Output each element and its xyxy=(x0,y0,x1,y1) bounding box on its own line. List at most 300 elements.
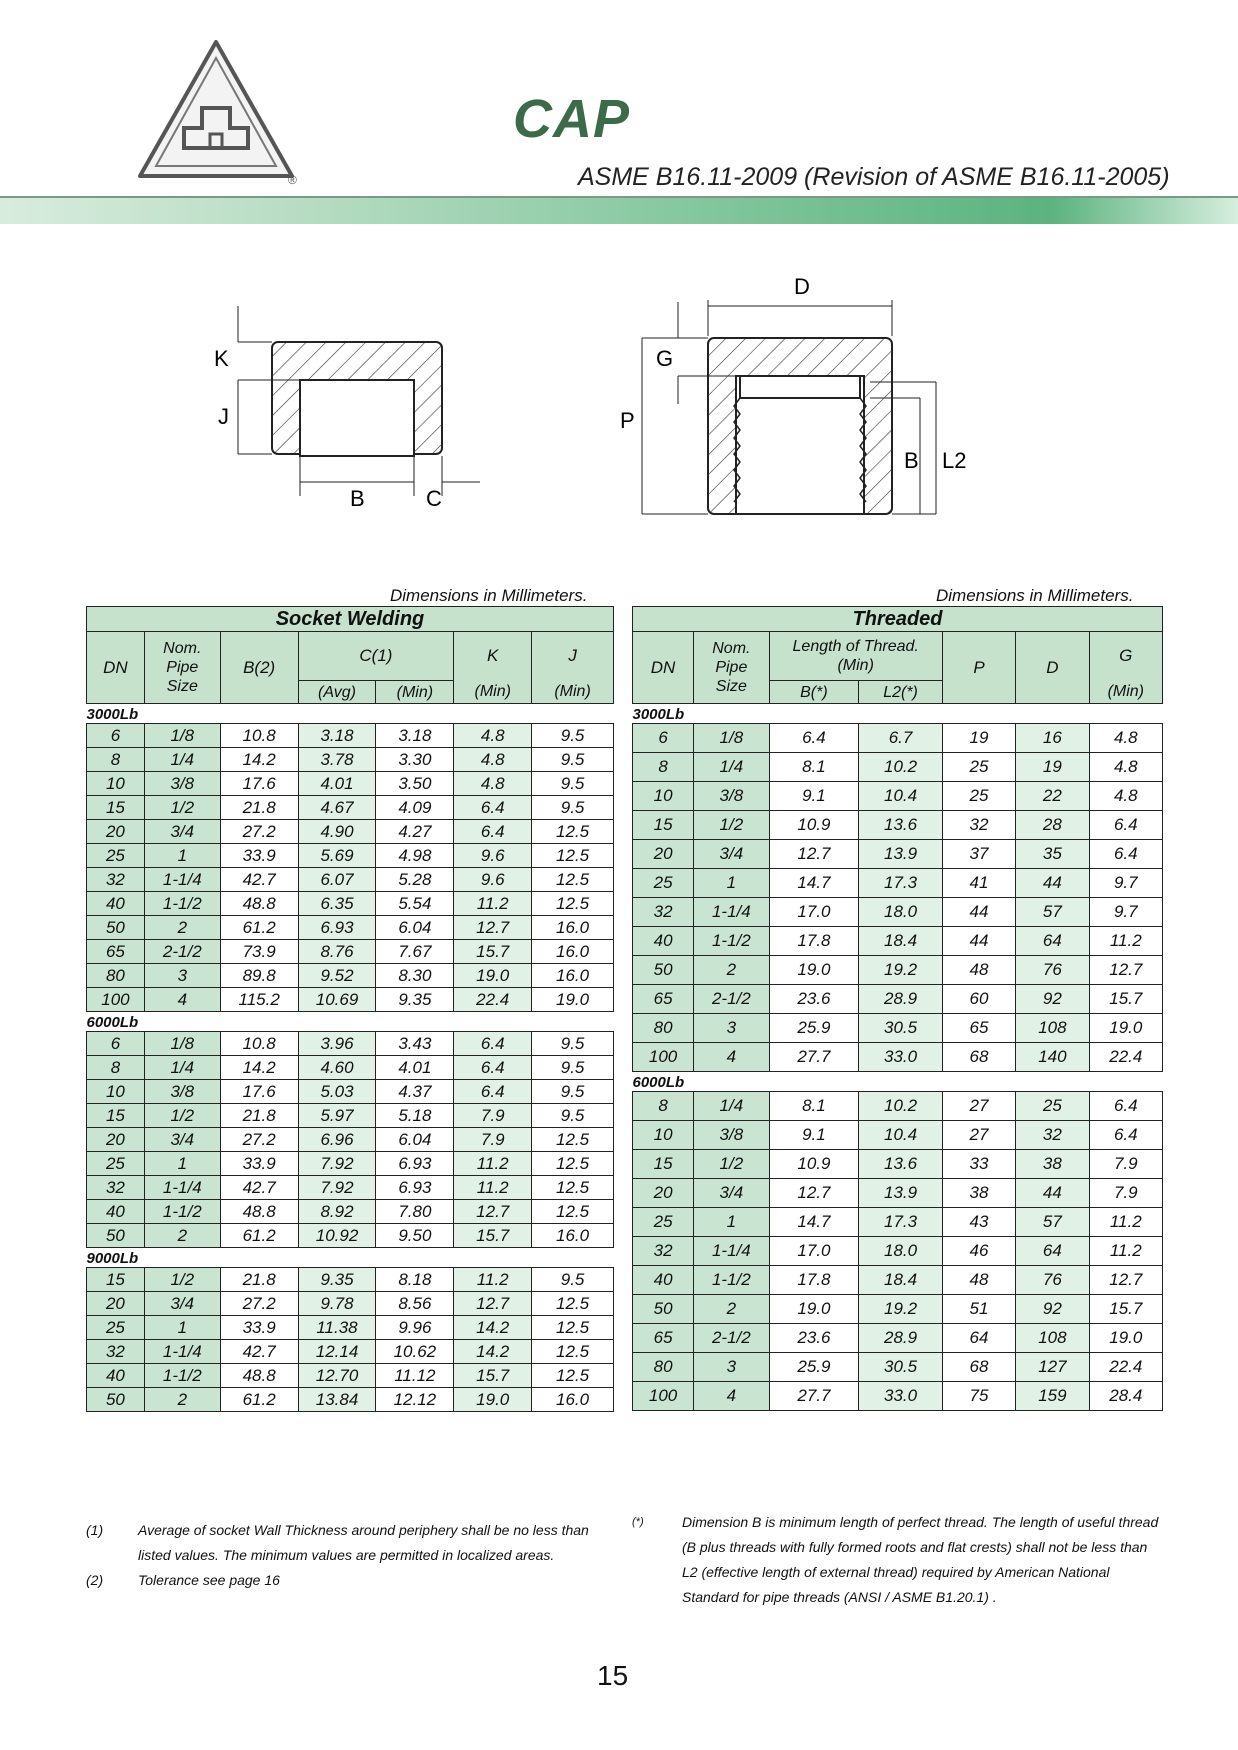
col-length-min: (Min) xyxy=(837,657,874,674)
table-cell: 9.5 xyxy=(532,1032,614,1056)
table-cell: 1/2 xyxy=(144,796,220,820)
table-row xyxy=(633,1121,1163,1150)
table-cell: 3.50 xyxy=(376,772,454,796)
table-cell: 16.0 xyxy=(532,940,614,964)
label-k: K xyxy=(214,346,229,371)
threaded-table xyxy=(632,606,1163,1411)
table-cell: 7.9 xyxy=(1089,1179,1162,1208)
table-cell: 92 xyxy=(1016,985,1089,1014)
note-1 xyxy=(86,1518,606,1568)
table-cell: 6.4 xyxy=(454,820,532,844)
table-cell: 6.04 xyxy=(376,1128,454,1152)
table-cell: 1 xyxy=(694,869,769,898)
table-cell: 10.2 xyxy=(859,753,943,782)
table-cell: 12.7 xyxy=(1089,1266,1162,1295)
table-cell: 27.2 xyxy=(220,1128,298,1152)
table-row xyxy=(87,1152,614,1176)
table-cell: 12.5 xyxy=(532,1152,614,1176)
table-cell: 17.8 xyxy=(769,1266,859,1295)
table-row xyxy=(87,1200,614,1224)
table-cell: 100 xyxy=(633,1382,694,1411)
table-cell: 17.8 xyxy=(769,927,859,956)
table-cell: 1-1/2 xyxy=(144,892,220,916)
table-cell: 22.4 xyxy=(454,988,532,1012)
table-cell: 10 xyxy=(87,1080,145,1104)
table-cell: 12.7 xyxy=(769,840,859,869)
table-cell: 140 xyxy=(1016,1043,1089,1072)
table-cell: 12.5 xyxy=(532,1316,614,1340)
label-j: J xyxy=(218,404,229,429)
table-cell: 73.9 xyxy=(220,940,298,964)
table-cell: 37 xyxy=(942,840,1015,869)
col-j-min: (Min) xyxy=(532,681,614,704)
table-cell: 27.2 xyxy=(220,1292,298,1316)
table-cell: 1-1/2 xyxy=(144,1364,220,1388)
table-cell: 40 xyxy=(87,1200,145,1224)
table-cell: 2 xyxy=(694,956,769,985)
table-row xyxy=(87,868,614,892)
table-cell: 33.9 xyxy=(220,1152,298,1176)
table-cell: 33.9 xyxy=(220,1316,298,1340)
table-cell: 33 xyxy=(942,1150,1015,1179)
col-g: G xyxy=(1089,632,1162,681)
col-k-min: (Min) xyxy=(454,681,532,704)
table-cell: 27 xyxy=(942,1092,1015,1121)
table-cell: 1/4 xyxy=(694,753,769,782)
table-cell: 5.54 xyxy=(376,892,454,916)
table-cell: 4.8 xyxy=(454,724,532,748)
table-cell: 35 xyxy=(1016,840,1089,869)
table-cell: 1/4 xyxy=(694,1092,769,1121)
table-cell: 12.14 xyxy=(298,1340,376,1364)
table-cell: 12.5 xyxy=(532,844,614,868)
table-cell: 20 xyxy=(87,820,145,844)
table-cell: 65 xyxy=(633,1324,694,1353)
table-row xyxy=(633,840,1163,869)
table-cell: 42.7 xyxy=(220,1176,298,1200)
table-cell: 9.5 xyxy=(532,796,614,820)
table-cell: 19.2 xyxy=(859,1295,943,1324)
table-cell: 1/2 xyxy=(144,1268,220,1292)
page-subtitle: ASME B16.11-2009 (Revision of ASME B16.11-2005) xyxy=(578,163,1170,191)
socket-weld-drawing xyxy=(238,306,480,496)
header-band xyxy=(0,198,1238,224)
table-cell: 12.5 xyxy=(532,1364,614,1388)
col-nps xyxy=(694,632,769,704)
table-row xyxy=(87,1364,614,1388)
table-cell: 18.4 xyxy=(859,1266,943,1295)
col-nps-line3: Size xyxy=(715,678,747,695)
table-row xyxy=(633,1266,1163,1295)
table-cell: 6.96 xyxy=(298,1128,376,1152)
table-cell: 9.96 xyxy=(376,1316,454,1340)
table-cell: 11.2 xyxy=(1089,927,1162,956)
table-cell: 40 xyxy=(633,927,694,956)
table-cell: 61.2 xyxy=(220,1224,298,1248)
table-cell: 13.6 xyxy=(859,811,943,840)
table-cell: 48 xyxy=(942,1266,1015,1295)
table-cell: 7.67 xyxy=(376,940,454,964)
section-label: 3000Lb xyxy=(633,704,1163,724)
table-cell: 9.5 xyxy=(532,1104,614,1128)
table-cell: 3.18 xyxy=(376,724,454,748)
table-cell: 1 xyxy=(694,1208,769,1237)
table-cell: 10.8 xyxy=(220,724,298,748)
table-cell: 8.18 xyxy=(376,1268,454,1292)
table-cell: 16.0 xyxy=(532,1388,614,1412)
table-cell: 44 xyxy=(942,927,1015,956)
table-cell: 6.93 xyxy=(376,1152,454,1176)
col-g-min: (Min) xyxy=(1089,681,1162,704)
table-cell: 19.2 xyxy=(859,956,943,985)
table-row xyxy=(633,869,1163,898)
table-row xyxy=(633,782,1163,811)
table-cell: 92 xyxy=(1016,1295,1089,1324)
table-row xyxy=(633,724,1163,753)
table-cell: 25 xyxy=(1016,1092,1089,1121)
table-cell: 5.69 xyxy=(298,844,376,868)
note-mark: (1) xyxy=(86,1522,104,1538)
table-cell: 4.37 xyxy=(376,1080,454,1104)
table-cell: 5.97 xyxy=(298,1104,376,1128)
table-cell: 4.8 xyxy=(1089,753,1162,782)
table-cell: 1/2 xyxy=(144,1104,220,1128)
table-cell: 22.4 xyxy=(1089,1353,1162,1382)
table-cell: 1 xyxy=(144,1152,220,1176)
table-cell: 100 xyxy=(633,1043,694,1072)
table-cell: 4.67 xyxy=(298,796,376,820)
table-row xyxy=(633,811,1163,840)
table-cell: 32 xyxy=(87,1340,145,1364)
table-cell: 9.5 xyxy=(532,1268,614,1292)
table-cell: 1/8 xyxy=(694,724,769,753)
table-cell: 1 xyxy=(144,1316,220,1340)
table-cell: 3 xyxy=(694,1014,769,1043)
table-cell: 4.27 xyxy=(376,820,454,844)
table-row xyxy=(633,1043,1163,1072)
table-cell: 1/4 xyxy=(144,1056,220,1080)
table-cell: 9.5 xyxy=(532,1080,614,1104)
table-cell: 20 xyxy=(633,840,694,869)
table-cell: 108 xyxy=(1016,1014,1089,1043)
table-cell: 22.4 xyxy=(1089,1043,1162,1072)
registered-mark: ® xyxy=(288,173,297,186)
table-cell: 28 xyxy=(1016,811,1089,840)
col-j: J xyxy=(532,632,614,681)
table-cell: 76 xyxy=(1016,956,1089,985)
table-cell: 9.35 xyxy=(298,1268,376,1292)
table-cell: 13.84 xyxy=(298,1388,376,1412)
table-cell: 17.3 xyxy=(859,869,943,898)
table-row xyxy=(87,988,614,1012)
label-g: G xyxy=(656,346,674,371)
table-row xyxy=(633,1324,1163,1353)
table-cell: 12.7 xyxy=(454,916,532,940)
table-cell: 50 xyxy=(87,1224,145,1248)
page-title: CAP xyxy=(513,89,631,149)
table-cell: 80 xyxy=(633,1014,694,1043)
table-cell: 40 xyxy=(87,1364,145,1388)
note-text: Tolerance see page 16 xyxy=(138,1572,280,1588)
table-cell: 1/2 xyxy=(694,811,769,840)
table-row xyxy=(87,964,614,988)
table-cell: 9.5 xyxy=(532,724,614,748)
table-cell: 25 xyxy=(87,1316,145,1340)
table-cell: 27.7 xyxy=(769,1382,859,1411)
table-cell: 7.92 xyxy=(298,1176,376,1200)
table-cell: 4 xyxy=(694,1382,769,1411)
table-cell: 57 xyxy=(1016,898,1089,927)
company-logo xyxy=(132,36,300,186)
table-cell: 18.0 xyxy=(859,1237,943,1266)
table-cell: 1-1/2 xyxy=(694,1266,769,1295)
col-nps-line3: Size xyxy=(166,678,198,695)
table-row xyxy=(87,1388,614,1412)
table-row xyxy=(633,1353,1163,1382)
table-cell: 10 xyxy=(633,782,694,811)
table-cell: 44 xyxy=(942,898,1015,927)
table-cell: 4.98 xyxy=(376,844,454,868)
note-text: Dimension B is minimum length of perfect thread. The length of useful thread (B plus threads with fully formed roots and flat crests) shall not be less than L2 (effective length of external thread) required by American National Standard for pipe threads (ANSI / ASME B1.20.1) . xyxy=(682,1514,1159,1605)
label-l2: L2 xyxy=(942,448,967,473)
table-cell: 44 xyxy=(1016,1179,1089,1208)
table-cell: 12.7 xyxy=(454,1292,532,1316)
label-b-left: B xyxy=(350,486,365,511)
col-l2: L2(*) xyxy=(859,681,943,704)
col-c-min: (Min) xyxy=(376,681,454,704)
table-cell: 14.2 xyxy=(220,748,298,772)
table-cell: 46 xyxy=(942,1237,1015,1266)
table-cell: 6.4 xyxy=(1089,1092,1162,1121)
table-cell: 9.7 xyxy=(1089,869,1162,898)
table-cell: 7.9 xyxy=(454,1128,532,1152)
table-cell: 2 xyxy=(144,1224,220,1248)
table-cell: 19.0 xyxy=(1089,1324,1162,1353)
table-cell: 48.8 xyxy=(220,892,298,916)
table-cell: 10 xyxy=(87,772,145,796)
table-cell: 4.90 xyxy=(298,820,376,844)
table-cell: 15 xyxy=(633,811,694,840)
table-row xyxy=(87,1316,614,1340)
table-cell: 3.78 xyxy=(298,748,376,772)
table-cell: 33.0 xyxy=(859,1043,943,1072)
table-cell: 1/8 xyxy=(144,724,220,748)
table-cell: 51 xyxy=(942,1295,1015,1324)
section-label: 6000Lb xyxy=(87,1012,614,1032)
table-cell: 11.2 xyxy=(1089,1208,1162,1237)
threaded-table-title: Threaded xyxy=(633,607,1163,632)
table-cell: 38 xyxy=(1016,1150,1089,1179)
table-cell: 4.01 xyxy=(298,772,376,796)
table-cell: 19.0 xyxy=(769,956,859,985)
table-cell: 1-1/2 xyxy=(694,927,769,956)
table-cell: 8.1 xyxy=(769,753,859,782)
table-cell: 10.2 xyxy=(859,1092,943,1121)
table-cell: 14.7 xyxy=(769,869,859,898)
table-cell: 9.7 xyxy=(1089,898,1162,927)
table-cell: 9.52 xyxy=(298,964,376,988)
table-row xyxy=(87,820,614,844)
table-cell: 1/8 xyxy=(144,1032,220,1056)
table-cell: 10.92 xyxy=(298,1224,376,1248)
table-cell: 12.7 xyxy=(1089,956,1162,985)
table-cell: 3/8 xyxy=(144,1080,220,1104)
table-cell: 11.12 xyxy=(376,1364,454,1388)
table-cell: 11.2 xyxy=(454,1268,532,1292)
table-row xyxy=(87,892,614,916)
table-cell: 6.4 xyxy=(454,796,532,820)
table-cell: 15.7 xyxy=(1089,1295,1162,1324)
table-row xyxy=(87,1128,614,1152)
table-row xyxy=(633,927,1163,956)
table-row xyxy=(87,844,614,868)
table-cell: 7.9 xyxy=(454,1104,532,1128)
table-cell: 15.7 xyxy=(454,1364,532,1388)
table-cell: 25 xyxy=(942,753,1015,782)
table-cell: 50 xyxy=(87,916,145,940)
table-cell: 13.6 xyxy=(859,1150,943,1179)
socket-notes xyxy=(86,1518,606,1593)
table-cell: 10.69 xyxy=(298,988,376,1012)
table-cell: 15.7 xyxy=(454,1224,532,1248)
col-b: B(*) xyxy=(769,681,859,704)
col-nps-line2: Pipe xyxy=(715,659,748,676)
col-dn: DN xyxy=(87,632,145,704)
table-cell: 17.6 xyxy=(220,1080,298,1104)
table-cell: 8 xyxy=(633,1092,694,1121)
table-cell: 4.8 xyxy=(454,772,532,796)
table-cell: 12.70 xyxy=(298,1364,376,1388)
table-cell: 9.35 xyxy=(376,988,454,1012)
table-cell: 6.4 xyxy=(454,1056,532,1080)
table-cell: 61.2 xyxy=(220,916,298,940)
table-cell: 4.8 xyxy=(1089,782,1162,811)
table-row xyxy=(87,1032,614,1056)
col-nps-line2: Pipe xyxy=(166,659,199,676)
table-cell: 10.9 xyxy=(769,811,859,840)
table-cell: 3.96 xyxy=(298,1032,376,1056)
threaded-unit-note: Dimensions in Millimeters. xyxy=(936,586,1134,605)
table-cell: 48.8 xyxy=(220,1364,298,1388)
table-cell: 9.5 xyxy=(532,1056,614,1080)
table-cell: 2 xyxy=(144,1388,220,1412)
table-cell: 8.76 xyxy=(298,940,376,964)
label-p: P xyxy=(620,408,635,433)
table-cell: 3/4 xyxy=(144,1292,220,1316)
col-b: B(2) xyxy=(220,632,298,704)
table-row xyxy=(633,1382,1163,1411)
table-cell: 2 xyxy=(694,1295,769,1324)
col-length-label: Length of Thread. xyxy=(792,638,919,655)
table-cell: 10 xyxy=(633,1121,694,1150)
table-row xyxy=(87,1268,614,1292)
table-cell: 14.2 xyxy=(454,1340,532,1364)
col-c-avg: (Avg) xyxy=(298,681,376,704)
table-cell: 40 xyxy=(87,892,145,916)
table-cell: 30.5 xyxy=(859,1014,943,1043)
table-cell: 33.9 xyxy=(220,844,298,868)
table-cell: 9.50 xyxy=(376,1224,454,1248)
threaded-drawing xyxy=(642,300,936,514)
table-cell: 9.78 xyxy=(298,1292,376,1316)
table-cell: 4.8 xyxy=(1089,724,1162,753)
table-row xyxy=(633,1014,1163,1043)
table-row xyxy=(633,753,1163,782)
table-cell: 15 xyxy=(87,796,145,820)
table-cell: 19.0 xyxy=(1089,1014,1162,1043)
table-cell: 7.92 xyxy=(298,1152,376,1176)
table-cell: 4 xyxy=(694,1043,769,1072)
table-cell: 12.5 xyxy=(532,1200,614,1224)
table-cell: 32 xyxy=(87,868,145,892)
table-cell: 16.0 xyxy=(532,964,614,988)
table-cell: 50 xyxy=(633,1295,694,1324)
table-cell: 43 xyxy=(942,1208,1015,1237)
table-cell: 27.2 xyxy=(220,820,298,844)
table-cell: 10.9 xyxy=(769,1150,859,1179)
table-cell: 15 xyxy=(87,1104,145,1128)
table-cell: 6 xyxy=(633,724,694,753)
table-row xyxy=(87,916,614,940)
table-cell: 1-1/4 xyxy=(694,1237,769,1266)
table-cell: 28.4 xyxy=(1089,1382,1162,1411)
table-cell: 64 xyxy=(942,1324,1015,1353)
table-cell: 20 xyxy=(87,1128,145,1152)
table-row xyxy=(87,1056,614,1080)
table-cell: 16 xyxy=(1016,724,1089,753)
col-d: D xyxy=(1016,632,1089,704)
table-cell: 11.2 xyxy=(1089,1237,1162,1266)
table-cell: 12.7 xyxy=(454,1200,532,1224)
table-cell: 50 xyxy=(633,956,694,985)
table-row xyxy=(87,1224,614,1248)
table-cell: 12.5 xyxy=(532,1292,614,1316)
table-cell: 21.8 xyxy=(220,796,298,820)
label-d: D xyxy=(794,274,810,299)
table-cell: 2 xyxy=(144,916,220,940)
table-cell: 8.1 xyxy=(769,1092,859,1121)
table-cell: 11.2 xyxy=(454,892,532,916)
note-mark: (*) xyxy=(632,1516,644,1528)
table-cell: 21.8 xyxy=(220,1104,298,1128)
table-row xyxy=(633,956,1163,985)
table-cell: 57 xyxy=(1016,1208,1089,1237)
table-cell: 6.4 xyxy=(1089,1121,1162,1150)
table-cell: 8 xyxy=(87,748,145,772)
table-cell: 28.9 xyxy=(859,985,943,1014)
table-cell: 1-1/4 xyxy=(144,1176,220,1200)
table-cell: 21.8 xyxy=(220,1268,298,1292)
table-cell: 3.18 xyxy=(298,724,376,748)
table-cell: 19.0 xyxy=(454,964,532,988)
section-label: 6000Lb xyxy=(633,1072,1163,1092)
label-b-right: B xyxy=(904,448,919,473)
table-cell: 4.01 xyxy=(376,1056,454,1080)
table-row xyxy=(87,772,614,796)
table-cell: 6.4 xyxy=(1089,811,1162,840)
socket-table-title: Socket Welding xyxy=(87,607,614,632)
table-cell: 3/8 xyxy=(694,782,769,811)
table-cell: 8.56 xyxy=(376,1292,454,1316)
table-cell: 3/4 xyxy=(144,820,220,844)
table-cell: 159 xyxy=(1016,1382,1089,1411)
table-cell: 27 xyxy=(942,1121,1015,1150)
table-cell: 3.43 xyxy=(376,1032,454,1056)
table-cell: 18.0 xyxy=(859,898,943,927)
table-cell: 6.93 xyxy=(298,916,376,940)
table-cell: 9.6 xyxy=(454,868,532,892)
note-mark: (2) xyxy=(86,1572,104,1588)
